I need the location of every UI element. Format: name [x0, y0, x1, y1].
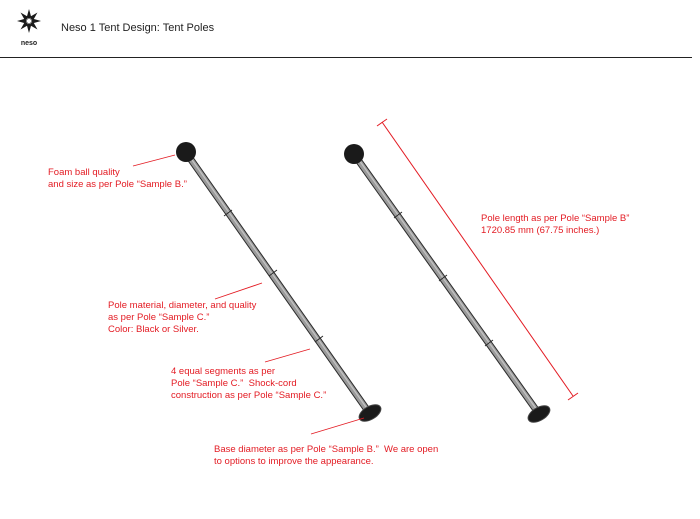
leader-foam-ball	[133, 155, 175, 166]
leader-segments	[265, 349, 310, 362]
length-dimension-line	[377, 119, 578, 400]
pole-right	[344, 144, 553, 426]
annotation-foam-ball: Foam ball quality and size as per Pole “Sample B.”	[48, 167, 187, 190]
annotation-length: Pole length as per Pole “Sample B” 1720.85 mm (67.75 inches.)	[481, 213, 630, 236]
page-title: Neso 1 Tent Design: Tent Poles	[61, 22, 215, 34]
leader-base	[311, 418, 364, 434]
pole-left-foam-ball	[176, 142, 196, 162]
annotation-segments: 4 equal segments as per Pole “Sample C.” Shock-cord construction as per Pole “Sample C.”	[171, 366, 327, 401]
leader-pole-material	[215, 283, 262, 299]
logo-wordmark: neso	[20, 40, 38, 47]
annotation-pole-material: Pole material, diameter, and quality as per Pole “Sample C.” Color: Black or Silver.	[108, 300, 257, 335]
pole-right-foam-ball	[344, 144, 364, 164]
annotation-base: Base diameter as per Pole “Sample B.” We are open to options to improve the appearance.	[214, 444, 439, 467]
